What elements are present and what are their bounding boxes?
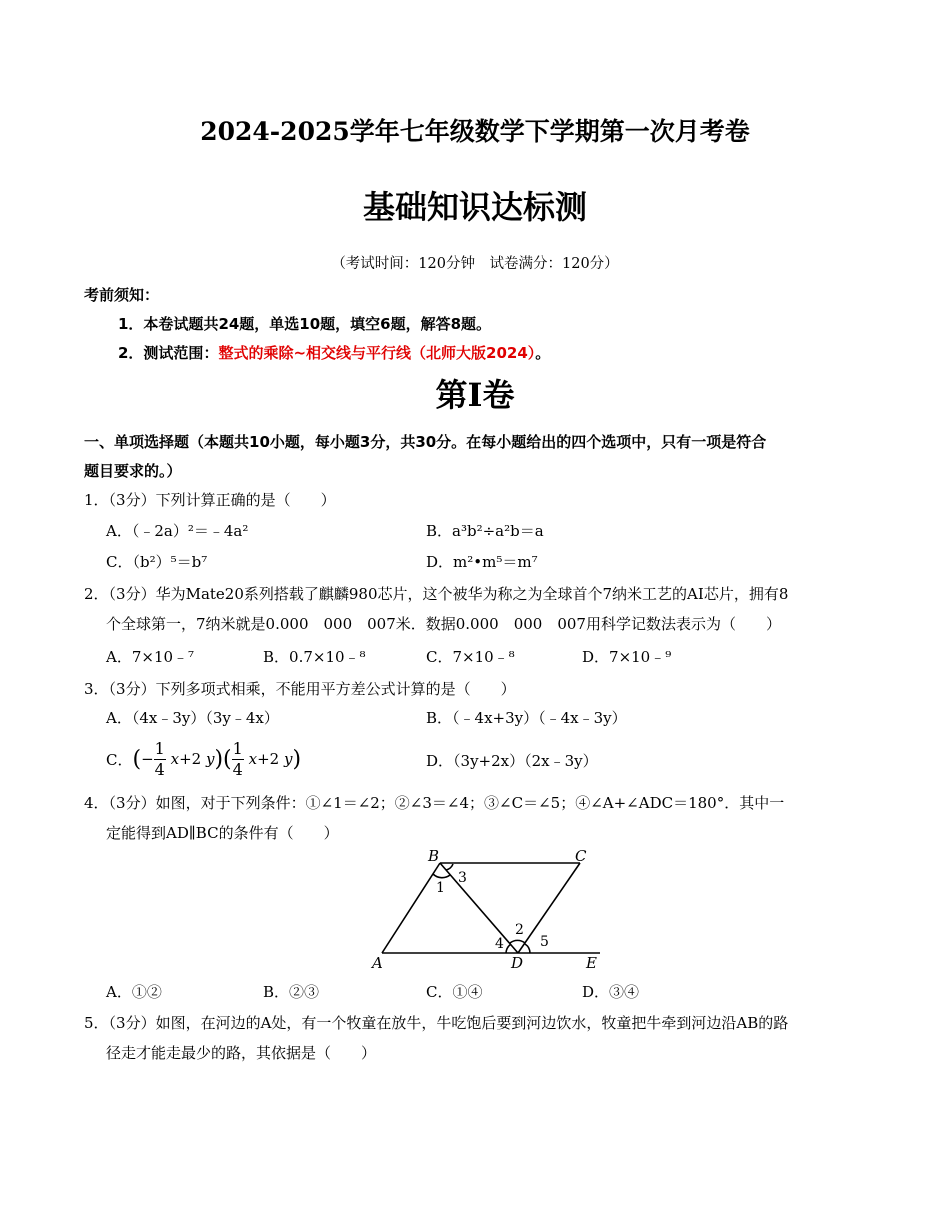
exam-title: 2024-2025学年七年级数学下学期第一次月考卷 — [200, 117, 750, 146]
question-3-option-a: A．（4x﹣3y）（3y﹣4x） — [106, 709, 279, 727]
question-4-option-c: C．①④ — [426, 983, 483, 1001]
notes-item-2 — [118, 342, 550, 363]
exam-info: （考试时间：120分钟 试卷满分：120分） — [331, 256, 619, 272]
question-1-option-a: A．（﹣2a）²＝﹣4a² — [106, 522, 249, 540]
notes-item-1: 1．本卷试题共24题，单选10题，填空6题，解答8题。 — [118, 315, 492, 333]
question-1-option-b: B．a³b²÷a²b＝a — [426, 522, 544, 540]
point-c-label: C — [575, 847, 587, 865]
question-2-option-b: B．0.7×10﹣⁸ — [263, 648, 366, 666]
question-4-option-a: A．①② — [106, 983, 162, 1001]
notes-item-2-prefix: 2．测试范围： — [118, 344, 219, 362]
exam-subtitle: 基础知识达标测 — [362, 188, 587, 226]
question-1-option-d: D．m²•m⁵＝m⁷ — [426, 553, 538, 571]
line-ab — [382, 863, 440, 953]
question-2-line2: 个全球第一，7纳米就是0.000 000 007米．数据0.000 000 007用科学记数法表示为（ ） — [106, 615, 781, 633]
question-5-line2: 径走才能走最少的路，其依据是（ ） — [106, 1044, 377, 1062]
notes-heading: 考前须知： — [84, 286, 160, 304]
volume-title: 第Ⅰ卷 — [435, 376, 515, 414]
angle-2-arc — [510, 940, 525, 943]
angle-2-label: 2 — [515, 922, 524, 938]
question-3-option-c-label: C． — [106, 750, 133, 769]
question-3-option-c — [106, 737, 301, 781]
question-2-option-d: D．7×10﹣⁹ — [582, 648, 672, 666]
line-cd — [518, 863, 580, 953]
question-1-option-c: C．（b²）⁵＝b⁷ — [106, 553, 208, 571]
angle-3-label: 3 — [458, 870, 467, 886]
question-3-stem: 3．（3分）下列多项式相乘，不能用平方差公式计算的是（ ） — [84, 680, 516, 698]
point-b-label: B — [428, 847, 440, 865]
angle-3-arc — [446, 864, 453, 870]
parallelogram-figure — [368, 845, 608, 973]
point-e-label: E — [586, 954, 597, 972]
question-2-option-a: A．7×10﹣⁷ — [106, 648, 195, 666]
question-2-line1: 2．（3分）华为Mate20系列搭载了麒麟980芯片，这个被华为称之为全球首个7纳米工艺的AI芯片，拥有8 — [84, 585, 789, 603]
question-4-option-d: D．③④ — [582, 983, 640, 1001]
notes-item-2-suffix: 。 — [535, 344, 551, 362]
section-1-heading-line1: 一、单项选择题（本题共10小题，每小题3分，共30分。在每小题给出的四个选项中，只有一项是符合 — [84, 433, 767, 451]
point-a-label: A — [372, 954, 383, 972]
question-4-option-b: B．②③ — [263, 983, 320, 1001]
question-4-line2: 定能得到AD∥BC的条件有（ ） — [106, 824, 339, 842]
question-4-line1: 4．（3分）如图，对于下列条件：①∠1＝∠2；②∠3＝∠4；③∠C＝∠5；④∠A+∠ADC＝180°．其中一 — [84, 794, 785, 812]
question-3-option-c-expression: ( − $\frac{1}{4}$ x+2 y )( $\frac{1}{4}$ x+2 y ) — [132, 738, 302, 779]
point-d-label: D — [511, 954, 524, 972]
question-2-option-c: C．7×10﹣⁸ — [426, 648, 515, 666]
question-5-line1: 5．（3分）如图，在河边的A处，有一个牧童在放牛，牛吃饱后要到河边饮水，牧童把牛牵到河边沿AB的路 — [84, 1014, 789, 1032]
line-bd — [440, 863, 518, 953]
test-range: 整式的乘除~相交线与平行线（北师大版2024） — [218, 344, 536, 362]
question-3-option-d: D．（3y+2x）（2x﹣3y） — [426, 752, 598, 770]
section-1-heading-line2: 题目要求的。） — [84, 462, 182, 480]
angle-1-arc — [433, 874, 450, 878]
angle-4-arc — [506, 944, 511, 953]
angle-4-label: 4 — [495, 936, 504, 952]
question-1-stem: 1．（3分）下列计算正确的是（ ） — [84, 491, 336, 509]
question-3-option-b: B．（﹣4x+3y）（﹣4x﹣3y） — [426, 709, 627, 727]
angle-5-label: 5 — [540, 934, 549, 950]
angle-1-label: 1 — [436, 880, 445, 896]
angle-5-arc — [525, 944, 530, 953]
